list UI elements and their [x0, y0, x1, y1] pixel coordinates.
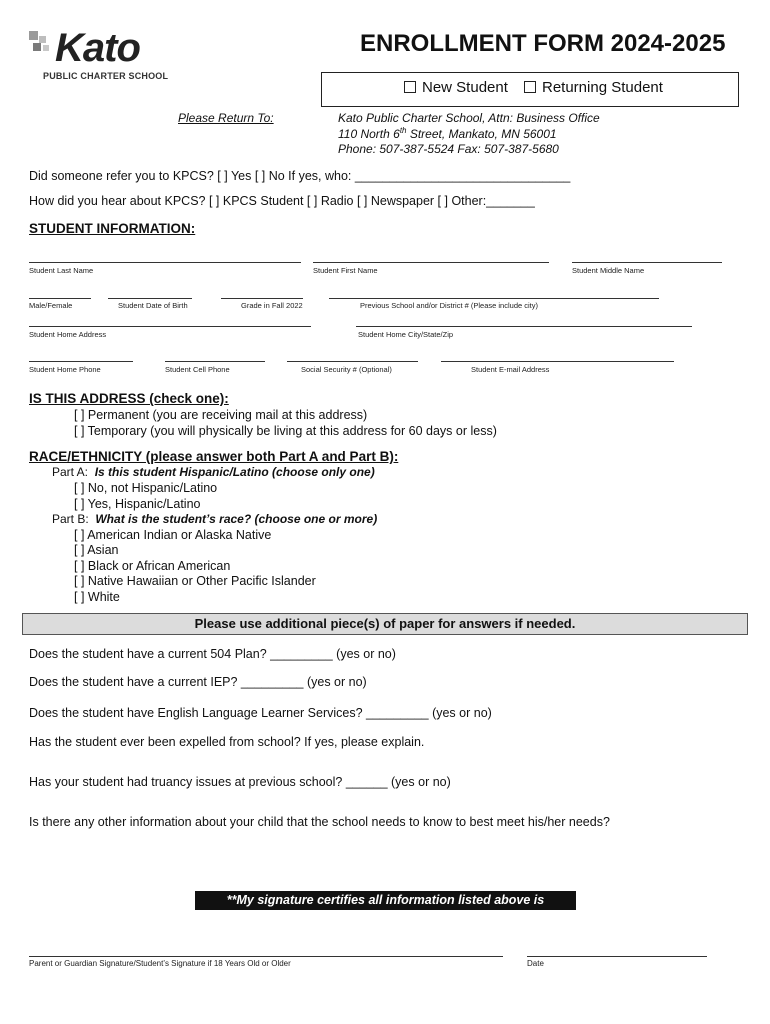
race-option[interactable]: [ ] American Indian or Alaska Native: [74, 528, 272, 542]
first-name-field[interactable]: [313, 262, 549, 263]
return-to-label: Please Return To:: [178, 111, 274, 125]
race-option[interactable]: [ ] Asian: [74, 543, 119, 557]
race-option[interactable]: [ ] Black or African American: [74, 559, 231, 573]
part-a-prompt: Part A: Is this student Hispanic/Latino (choose only one): [52, 465, 375, 479]
previous-school-field[interactable]: [329, 298, 659, 299]
heard-about-question: How did you hear about KPCS? [ ] KPCS Student [ ] Radio [ ] Newspaper [ ] Other:_______: [29, 194, 535, 208]
gender-field[interactable]: [29, 298, 91, 299]
returning-student-option[interactable]: [524, 79, 663, 96]
signature-caption: Parent or Guardian Signature/Student’s Signature if 18 Years Old or Older: [29, 959, 291, 968]
additional-paper-note: Please use additional piece(s) of paper for answers if needed.: [22, 613, 748, 635]
middle-name-caption: Student Middle Name: [572, 266, 645, 275]
student-status-box: [321, 72, 739, 107]
race-heading: RACE/ETHNICITY (please answer both Part A and Part B):: [29, 449, 399, 464]
gender-caption: Male/Female: [29, 301, 73, 310]
grade-field[interactable]: [221, 298, 303, 299]
iep-question: Does the student have a current IEP? _________ (yes or no): [29, 675, 367, 689]
return-address-line2: 110 North 6th Street, Mankato, MN 56001: [338, 126, 557, 141]
signature-certification-banner: **My signature certifies all information listed above is accurate.**: [195, 891, 576, 910]
cell-phone-caption: Student Cell Phone: [165, 365, 230, 374]
email-field[interactable]: [441, 361, 674, 362]
grade-caption: Grade in Fall 2022: [241, 301, 303, 310]
email-caption: Student E-mail Address: [471, 365, 550, 374]
city-state-zip-field[interactable]: [356, 326, 692, 327]
home-address-field[interactable]: [29, 326, 311, 327]
temporary-option[interactable]: [ ] Temporary (you will physically be living at this address for 60 days or less): [74, 424, 497, 438]
new-student-label: New Student: [422, 79, 508, 96]
dob-caption: Student Date of Birth: [118, 301, 188, 310]
ssn-caption: Social Security # (Optional): [301, 365, 392, 374]
race-option[interactable]: [ ] Native Hawaiian or Other Pacific Islander: [74, 574, 316, 588]
logo-subtitle: PUBLIC CHARTER SCHOOL: [43, 71, 169, 81]
hispanic-no-option[interactable]: [ ] No, not Hispanic/Latino: [74, 481, 218, 495]
part-b-prompt: Part B: What is the student’s race? (choose one or more): [52, 512, 378, 526]
new-student-option[interactable]: [404, 79, 508, 96]
home-phone-caption: Student Home Phone: [29, 365, 101, 374]
dob-field[interactable]: [108, 298, 192, 299]
address-type-heading: IS THIS ADDRESS (check one):: [29, 391, 229, 406]
previous-school-caption: Previous School and/or District # (Please include city): [360, 301, 538, 310]
permanent-option[interactable]: [ ] Permanent (you are receiving mail at this address): [74, 408, 368, 422]
checkbox-icon[interactable]: [404, 81, 416, 93]
checkbox-icon[interactable]: [524, 81, 536, 93]
middle-name-field[interactable]: [572, 262, 722, 263]
date-field[interactable]: [527, 956, 707, 957]
date-caption: Date: [527, 959, 544, 968]
ssn-field[interactable]: [287, 361, 418, 362]
race-option[interactable]: [ ] White: [74, 590, 120, 604]
logo-mark: [29, 31, 55, 57]
home-address-caption: Student Home Address: [29, 330, 107, 339]
return-address-line1: Kato Public Charter School, Attn: Business Office: [338, 111, 600, 125]
return-phone-fax: Phone: 507-387-5524 Fax: 507-387-5680: [338, 142, 559, 156]
last-name-caption: Student Last Name: [29, 266, 94, 275]
other-info-question: Is there any other information about your child that the school needs to know to best meet his/her needs?: [29, 815, 610, 829]
truancy-question: Has your student had truancy issues at previous school? ______ (yes or no): [29, 775, 451, 789]
cell-phone-field[interactable]: [165, 361, 265, 362]
city-state-zip-caption: Student Home City/State/Zip: [358, 330, 454, 339]
home-phone-field[interactable]: [29, 361, 133, 362]
logo-word: Kato: [55, 26, 140, 70]
signature-field[interactable]: [29, 956, 503, 957]
hispanic-yes-option[interactable]: [ ] Yes, Hispanic/Latino: [74, 497, 201, 511]
returning-student-label: Returning Student: [542, 79, 663, 96]
page-title: ENROLLMENT FORM 2024-2025: [360, 30, 726, 57]
expelled-question: Has the student ever been expelled from school? If yes, please explain.: [29, 735, 425, 749]
plan-504-question: Does the student have a current 504 Plan? _________ (yes or no): [29, 647, 396, 661]
ell-question: Does the student have English Language Learner Services? _________ (yes or no): [29, 706, 492, 720]
referral-question: Did someone refer you to KPCS? [ ] Yes [ ] No If yes, who: _______________________________: [29, 169, 571, 183]
last-name-field[interactable]: [29, 262, 301, 263]
first-name-caption: Student First Name: [313, 266, 378, 275]
student-info-heading: STUDENT INFORMATION:: [29, 221, 196, 236]
